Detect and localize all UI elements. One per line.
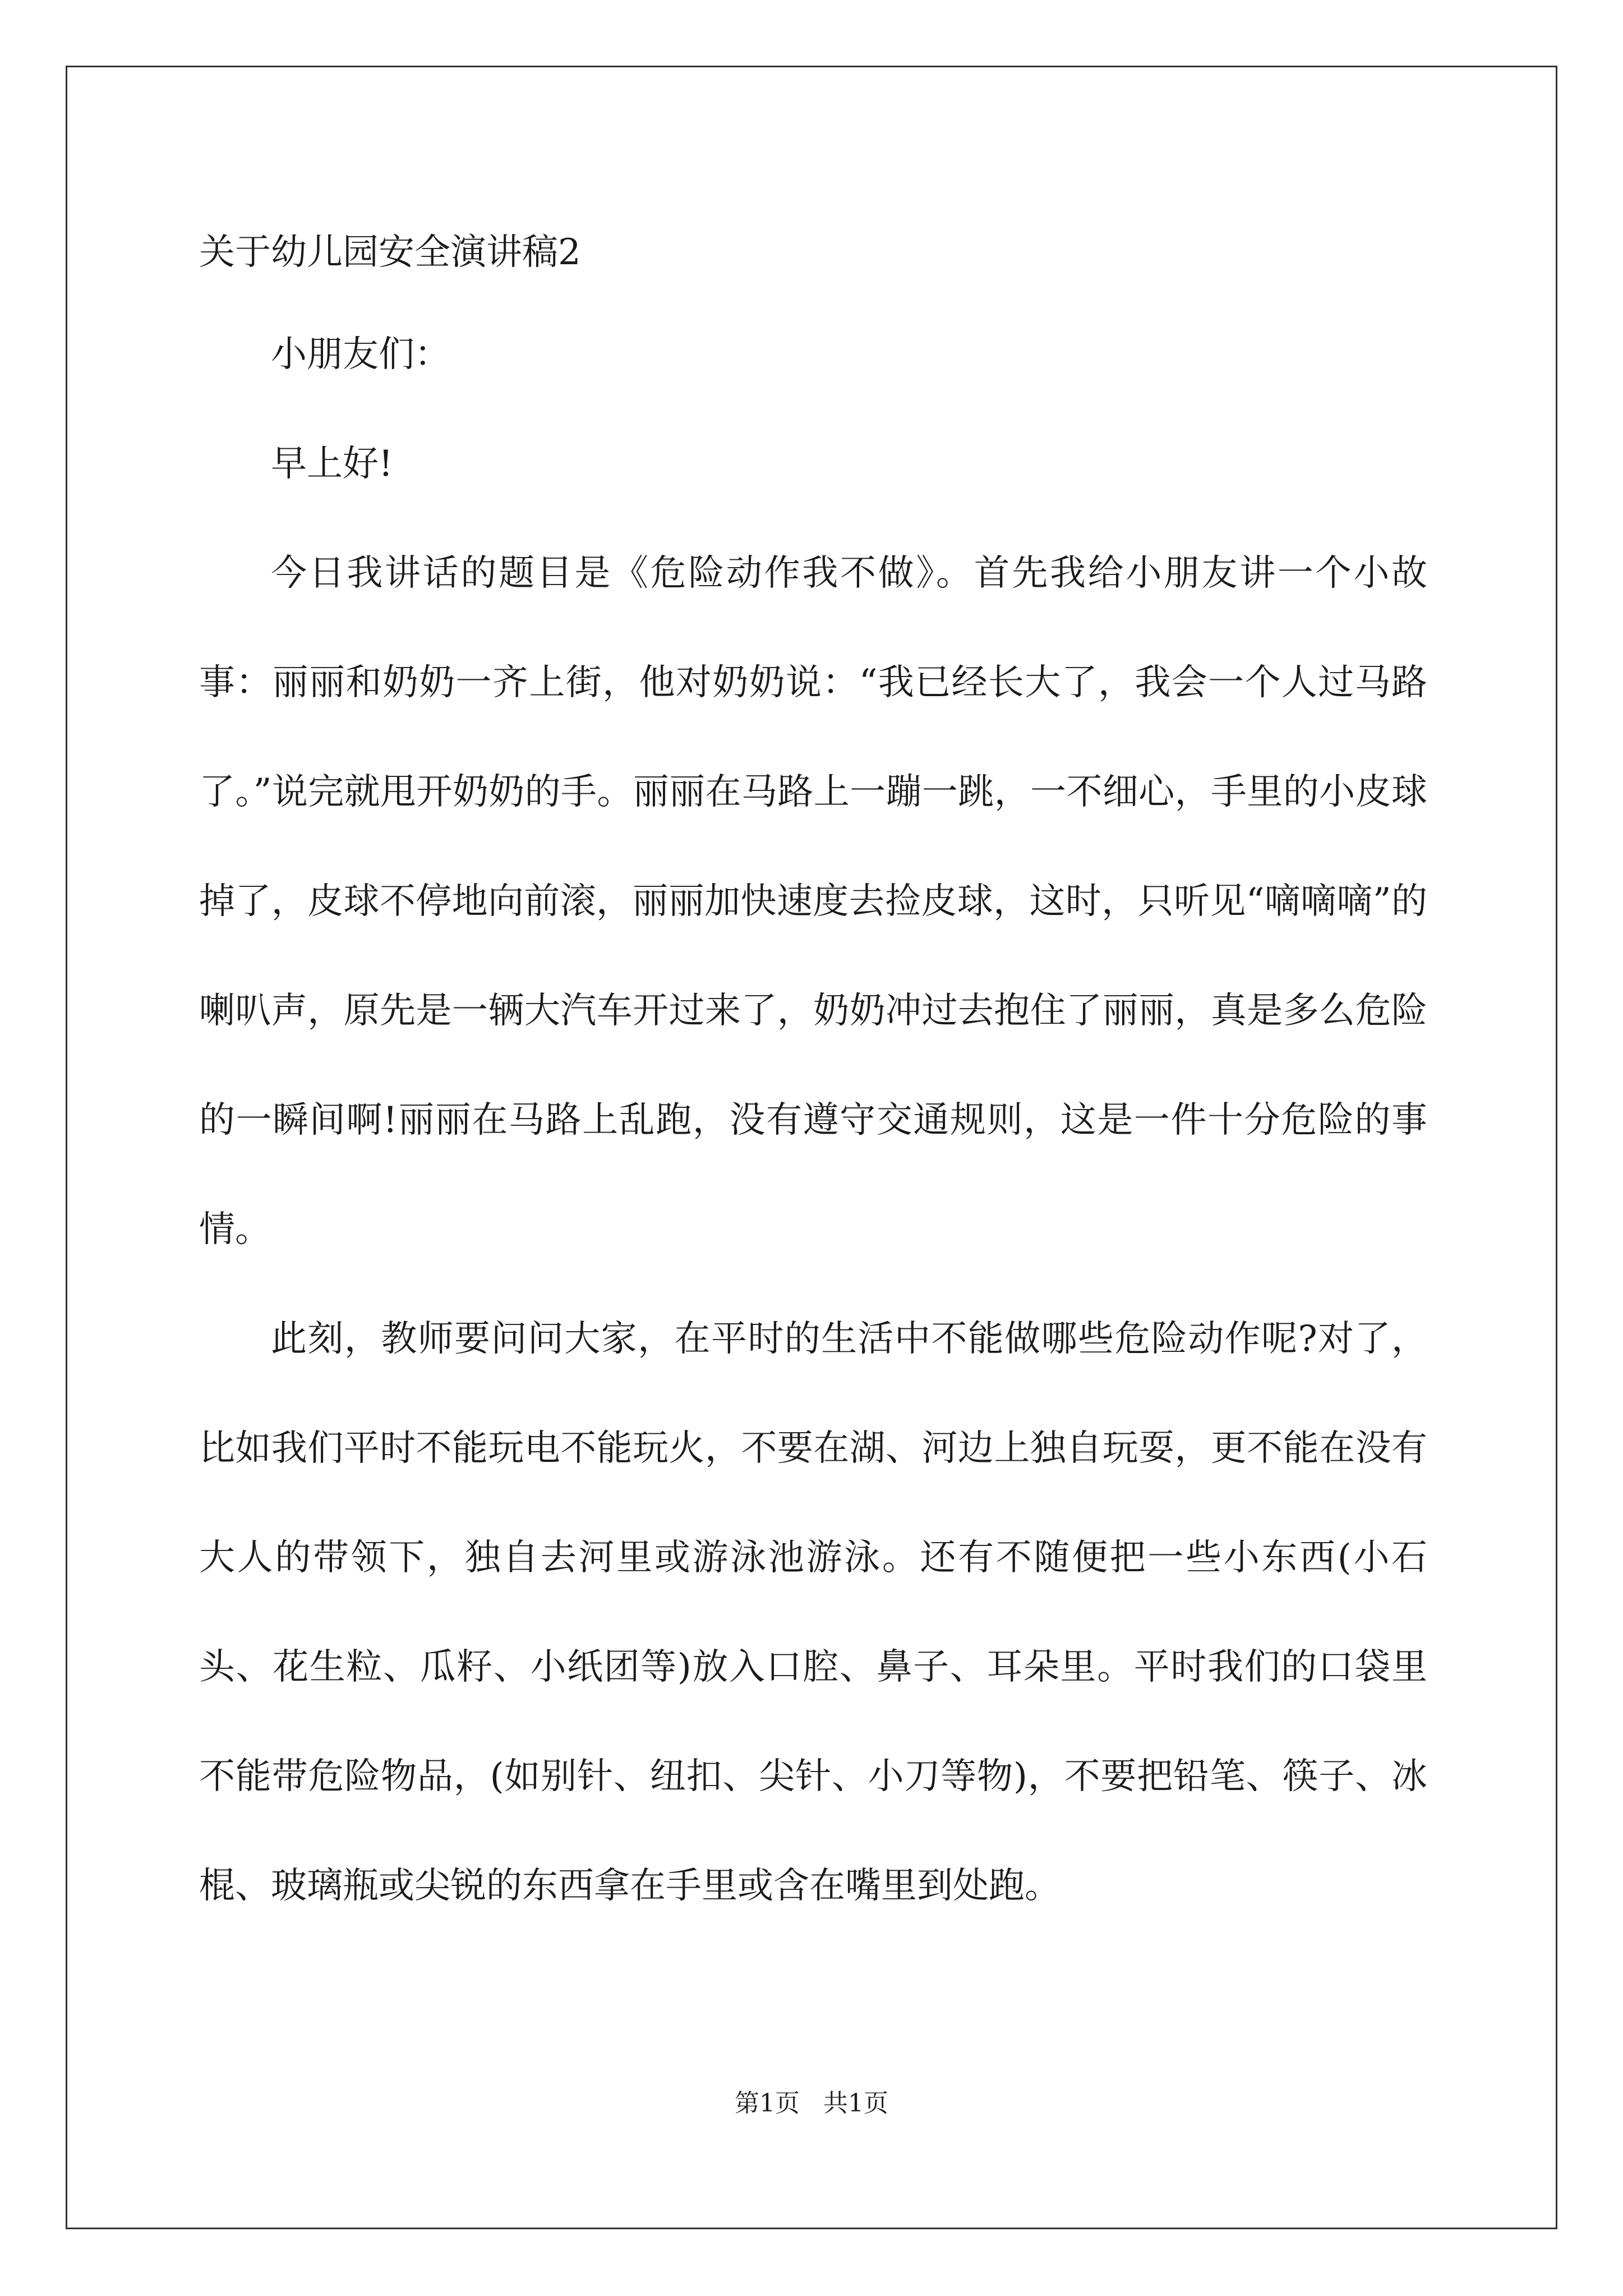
salutation-paragraph: 早上好! xyxy=(271,443,393,485)
story-paragraph: 今日我讲话的题目是《危险动作我不做》。首先我给小朋友讲一个小故事：丽丽和奶奶一齐上街，他对奶奶说：“我已经长大了，我会一个人过马路了。”说完就甩开奶奶的手。丽丽在马路上一蹦一跳，一不细心，手里的小皮球掉了，皮球不停地向前滚，丽丽加快速度去捡皮球，这时，只听见“嘀嘀嘀”的喇叭声，原先是一辆大汽车开过来了，奶奶冲过去抱住了丽丽，真是多么危险的一瞬间啊!丽丽在马路上乱跑，没有遵守交通规则，这是一件十分危险的事情。 xyxy=(199,553,1427,1250)
advice-paragraph: 此刻，教师要问问大家，在平时的生活中不能做哪些危险动作呢?对了，比如我们平时不能玩电不能玩火，不要在湖、河边上独自玩耍，更不能在没有大人的带领下，独自去河里或游泳池游泳。还有不随便把一些小东西(小石头、花生粒、瓜籽、小纸团等)放入口腔、鼻子、耳朵里。平时我们的口袋里不能带危险物品，(如别针、纽扣、尖针、小刀等物)，不要把铅笔、筷子、冰棍、玻璃瓶或尖锐的东西拿在手里或含在嘴里到处跑。 xyxy=(199,1318,1427,1907)
document-title: 关于幼儿园安全演讲稿2 xyxy=(199,232,581,273)
greeting-paragraph: 小朋友们： xyxy=(271,334,450,375)
document-body xyxy=(199,300,1427,1941)
page-number-footer: 第1页 共1页 xyxy=(735,2089,888,2118)
